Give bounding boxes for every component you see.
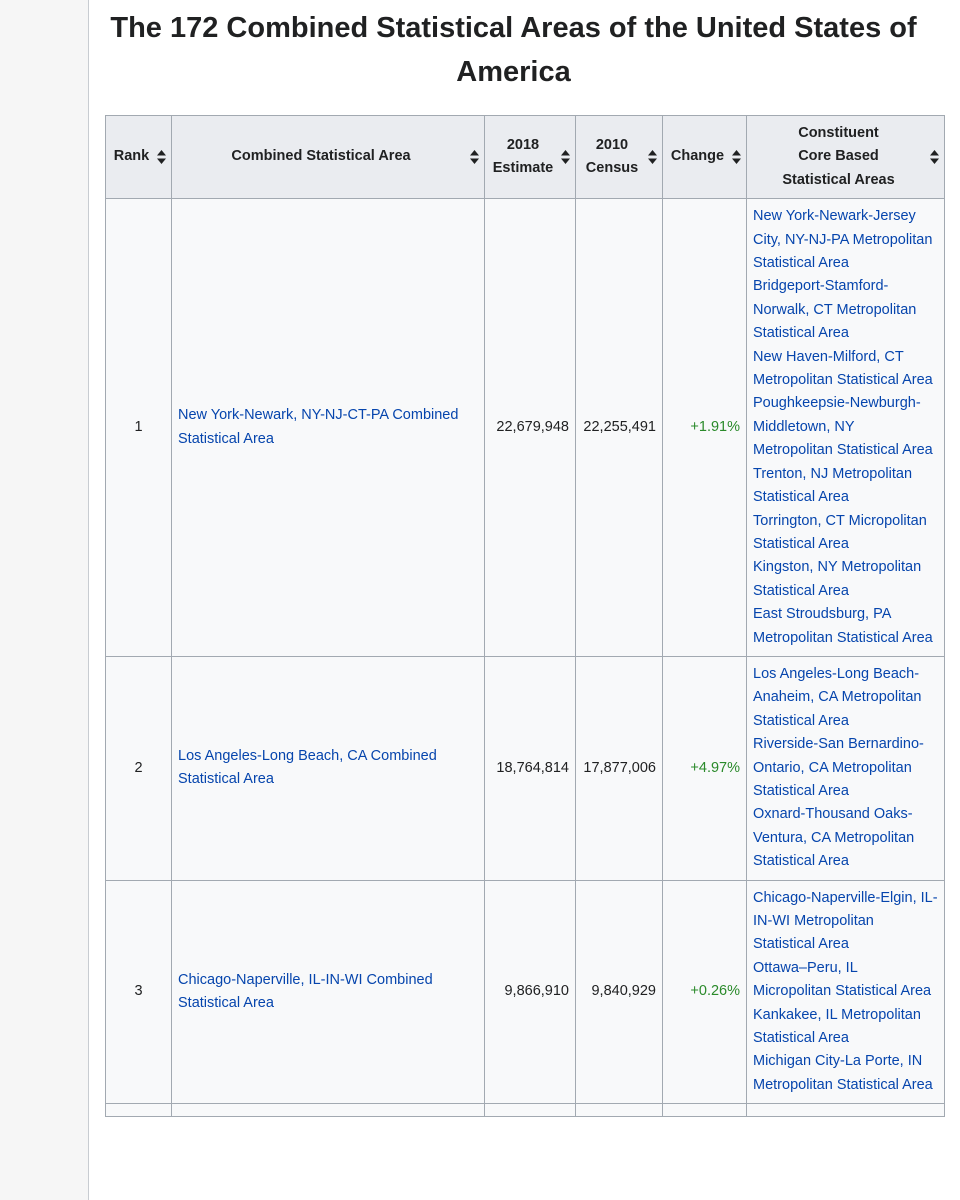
- census-2010-cell: 22,255,491: [576, 199, 663, 657]
- table-row: [106, 1104, 945, 1117]
- cbsa-link[interactable]: Trenton, NJ Metropolitan Statistical Area: [753, 465, 913, 506]
- estimate-2018-header-line2: Estimate: [492, 160, 554, 177]
- change-cell: [663, 1104, 747, 1117]
- sort-updown-icon[interactable]: [732, 150, 741, 164]
- cbsa-link[interactable]: Chicago-Naperville-Elgin, IL-IN-WI Metropolitan Statistical Area: [753, 889, 938, 953]
- cbsa-link[interactable]: Oxnard-Thousand Oaks-Ventura, CA Metropolitan Statistical Area: [753, 806, 915, 870]
- page-title: The 172 Combined Statistical Areas of the United States of America: [110, 12, 917, 88]
- sort-updown-icon[interactable]: [157, 150, 166, 164]
- cbsa-column-header[interactable]: [747, 116, 945, 199]
- change-header-label: Change: [670, 148, 725, 165]
- csa-cell: [172, 199, 485, 657]
- change-cell: +1.91%: [663, 199, 747, 657]
- main-content: [89, 0, 960, 1200]
- census-2010-cell: 9,840,929: [576, 880, 663, 1104]
- estimate-2018-cell: 22,679,948: [485, 199, 576, 657]
- rank-header-label: Rank: [113, 148, 150, 165]
- census-2010-cell: 17,877,006: [576, 656, 663, 880]
- table-row: [106, 656, 945, 880]
- estimate-2018-header-line1: 2018: [506, 136, 540, 153]
- left-sidebar: [0, 0, 89, 1200]
- rank-column-header[interactable]: [106, 116, 172, 199]
- estimate-2018-column-header[interactable]: [485, 116, 576, 199]
- rank-cell: [106, 1104, 172, 1117]
- csa-cell: [172, 880, 485, 1104]
- rank-cell: 1: [106, 199, 172, 657]
- table-row: [106, 880, 945, 1104]
- cbsa-link[interactable]: New York-Newark-Jersey City, NY-NJ-PA Metropolitan Statistical Area: [753, 208, 933, 272]
- cbsa-link[interactable]: Ottawa–Peru, IL Micropolitan Statistical Area: [753, 959, 932, 1000]
- csa-table: [105, 115, 945, 1117]
- cbsa-cell: [747, 880, 945, 1104]
- csa-link[interactable]: Chicago-Naperville, IL-IN-WI Combined Statistical Area: [178, 971, 433, 1011]
- cbsa-header-line1: Constituent: [798, 125, 879, 141]
- sort-updown-icon[interactable]: [470, 150, 479, 164]
- rank-cell: 3: [106, 880, 172, 1104]
- cbsa-link[interactable]: Los Angeles-Long Beach-Anaheim, CA Metropolitan Statistical Area: [753, 665, 922, 729]
- cbsa-header-line2: Core Based: [798, 148, 879, 165]
- cbsa-link[interactable]: Torrington, CT Micropolitan Statistical Area: [753, 512, 927, 552]
- cbsa-link[interactable]: Kingston, NY Metropolitan Statistical Area: [753, 559, 922, 599]
- estimate-2018-cell: [485, 1104, 576, 1117]
- cbsa-link[interactable]: Bridgeport-Stamford-Norwalk, CT Metropolitan Statistical Area: [753, 278, 917, 342]
- cbsa-link[interactable]: Kankakee, IL Metropolitan Statistical Area: [753, 1006, 921, 1047]
- cbsa-list: [753, 205, 938, 650]
- census-2010-column-header[interactable]: [576, 116, 663, 199]
- csa-link[interactable]: New York-Newark, NY-NJ-CT-PA Combined Statistical Area: [178, 407, 459, 447]
- estimate-2018-cell: 18,764,814: [485, 656, 576, 880]
- estimate-2018-cell: 9,866,910: [485, 880, 576, 1104]
- census-2010-header-line1: 2010: [595, 136, 629, 153]
- table-header-row: [106, 116, 945, 199]
- cbsa-list: [753, 887, 938, 1098]
- cbsa-cell: [747, 199, 945, 657]
- change-cell: +4.97%: [663, 656, 747, 880]
- sort-updown-icon[interactable]: [648, 150, 657, 164]
- sort-updown-icon[interactable]: [561, 150, 570, 164]
- csa-header-label: Combined Statistical Area: [231, 148, 411, 165]
- sort-updown-icon[interactable]: [930, 150, 939, 164]
- change-cell: +0.26%: [663, 880, 747, 1104]
- table-body: [106, 199, 945, 1117]
- cbsa-list: [753, 663, 938, 874]
- cbsa-cell: [747, 656, 945, 880]
- csa-cell: [172, 1104, 485, 1117]
- csa-cell: [172, 656, 485, 880]
- census-2010-header-line2: Census: [585, 160, 639, 177]
- census-2010-cell: [576, 1104, 663, 1117]
- cbsa-link[interactable]: Michigan City-La Porte, IN Metropolitan Statistical Area: [753, 1053, 933, 1093]
- cbsa-link[interactable]: Poughkeepsie-Newburgh-Middletown, NY Metropolitan Statistical Area: [753, 395, 933, 459]
- cbsa-link[interactable]: East Stroudsburg, PA Metropolitan Statistical Area: [753, 606, 933, 646]
- table-row: [106, 199, 945, 657]
- cbsa-link[interactable]: New Haven-Milford, CT Metropolitan Statistical Area: [753, 348, 933, 389]
- cbsa-cell: [747, 1104, 945, 1117]
- csa-link[interactable]: Los Angeles-Long Beach, CA Combined Statistical Area: [178, 747, 437, 788]
- rank-cell: 2: [106, 656, 172, 880]
- cbsa-header-line3: Statistical Areas: [782, 171, 895, 188]
- cbsa-link[interactable]: Riverside-San Bernardino-Ontario, CA Metropolitan Statistical Area: [753, 736, 924, 799]
- csa-column-header[interactable]: [172, 116, 485, 199]
- change-column-header[interactable]: [663, 116, 747, 199]
